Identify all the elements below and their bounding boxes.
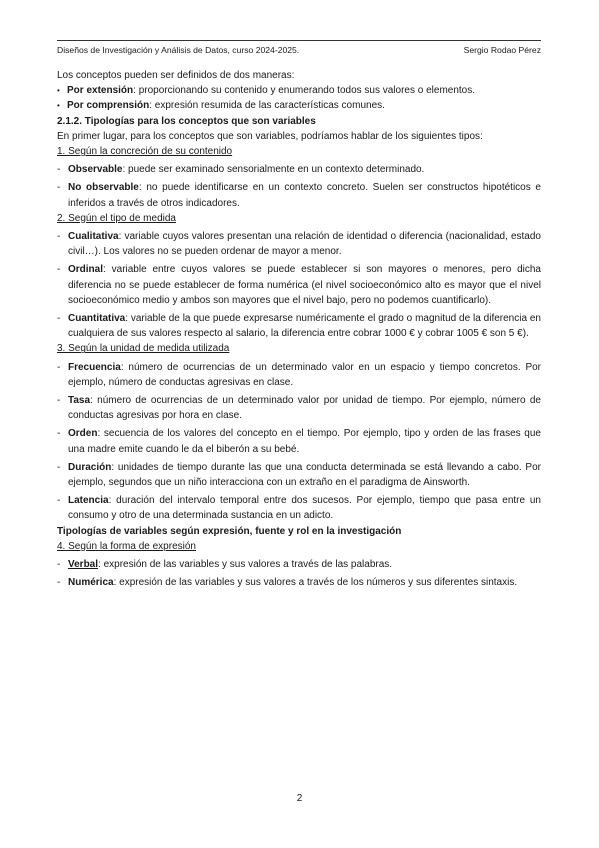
list-item	[57, 493, 541, 523]
list-item	[57, 162, 541, 177]
list-term: Ordinal	[68, 264, 104, 276]
subsection-heading: 1. Según la concreción de su contenido	[57, 146, 233, 158]
definition-text: : expresión resumida de las características comunes.	[149, 100, 385, 112]
list-term: Latencia	[68, 495, 109, 507]
list-text: : número de ocurrencias de un determinado valor en un espacio y tiempo concretos. Por ejemplo, número de conductas agresivas en clase.	[68, 361, 541, 388]
list-term: Observable	[68, 164, 123, 176]
list-text: : no puede identificarse en un contexto concreto. Suelen ser constructos hipotéticos e inferidos a través de otros indicadores.	[68, 182, 541, 209]
header-rule	[57, 40, 541, 41]
list-item	[57, 426, 541, 456]
subsection-heading: 4. Según la forma de expresión	[57, 540, 196, 552]
list-dash: -	[57, 559, 61, 571]
list-dash: -	[57, 264, 61, 276]
list-term: Cuantitativa	[68, 313, 126, 325]
list-text: : expresión de las variables y sus valores a través de los números y sus diferentes sintaxis.	[113, 577, 518, 589]
intro-paragraph: Los conceptos pueden ser definidos de dos maneras:	[57, 70, 295, 81]
list-dash: -	[57, 495, 61, 507]
list-text: : puede ser examinado sensorialmente en un contexto determinado.	[122, 164, 425, 176]
list-item	[57, 575, 541, 590]
list-dash: -	[57, 313, 61, 325]
bullet-dot: •	[57, 86, 60, 96]
list-term: Verbal	[68, 559, 99, 571]
header-author: Sergio Rodao Pérez	[463, 45, 541, 55]
definition-item	[57, 98, 541, 113]
list-term: Orden	[68, 428, 98, 440]
list-text: : expresión de las variables y sus valores a través de las palabras.	[98, 559, 393, 571]
list-item	[57, 262, 541, 308]
definition-term: Por comprensión	[67, 100, 150, 112]
list-item	[57, 393, 541, 423]
list-text: : número de ocurrencias de un determinado valor por unidad de tiempo. Por ejemplo, número de conductas agresivas por hora en clase.	[68, 395, 541, 422]
list-text: : unidades de tiempo durante las que una conducta determinada se está llevando a cabo. Por ejemplo, segundos que un niño interacciona con un extraño en el paradigma de Ainsworth.	[68, 461, 541, 489]
list-item	[57, 229, 541, 259]
list-text: : variable entre cuyos valores se puede establecer si son mayores o menores, pero dicha diferencia no se puede establecer de forma numérica (el nivel socioeconómico alto es mayor que el nivel socioeconómico medio y ambos son mayores que el nivel bajo, pero no podemos cuantificarlo).	[68, 264, 541, 306]
list-term: Numérica	[68, 577, 114, 589]
list-dash: -	[57, 182, 61, 194]
list-term: No observable	[68, 182, 139, 194]
list-item	[57, 360, 541, 390]
section-intro: En primer lugar, para los conceptos que son variables, podríamos hablar de los siguientes tipos:	[57, 130, 483, 142]
page-number: 2	[296, 793, 303, 804]
list-term: Tasa	[68, 395, 91, 407]
list-term: Cualitativa	[68, 231, 119, 243]
list-dash: -	[57, 577, 61, 589]
list-item	[57, 311, 541, 341]
section-heading: Tipologías de variables según expresión, fuente y rol en la investigación	[57, 525, 402, 537]
list-item	[57, 460, 541, 490]
definition-text: : proporcionando su contenido y enumerando todos sus valores o elementos.	[133, 85, 476, 97]
list-dash: -	[57, 164, 61, 176]
list-term: Frecuencia	[68, 361, 121, 373]
list-dash: -	[57, 428, 61, 440]
list-dash: -	[57, 461, 61, 473]
subsection-heading: 2. Según el tipo de medida	[57, 212, 176, 224]
list-dash: -	[57, 395, 61, 407]
bullet-dot: •	[57, 101, 60, 111]
section-heading: 2.1.2. Tipologías para los conceptos que son variables	[57, 115, 316, 127]
list-text: : variable de la que puede expresarse numéricamente el grado o magnitud de la diferencia en cualquiera de sus valores respecto al salario, la diferencia entre cobrar 1000 € y cobrar 1005 € son 5 €).	[68, 313, 541, 340]
subsection-heading: 3. Según la unidad de medida utilizada	[57, 343, 230, 355]
list-term: Duración	[68, 461, 112, 473]
body-content	[57, 68, 541, 591]
list-dash: -	[57, 361, 61, 373]
list-item	[57, 180, 541, 210]
list-text: : secuencia de los valores del concepto en el tiempo. Por ejemplo, tipo y orden de las frases que una madre emite cuando le da el biberón a su bebé.	[68, 428, 541, 455]
list-text: : variable cuyos valores presentan una relación de identidad o diferencia (nacionalidad, estado civil…). Los valores no se pueden ordenar de mayor a menor.	[68, 231, 541, 258]
definition-term: Por extensión	[67, 85, 134, 97]
list-dash: -	[57, 231, 61, 243]
definition-item	[57, 83, 541, 98]
header-course: Diseños de Investigación y Análisis de Datos, curso 2024-2025.	[57, 45, 300, 55]
list-text: : duración del intervalo temporal entre dos sucesos. Por ejemplo, tiempo que pasa entre un consumo y otro de una determinada sustancia en un adicto.	[68, 495, 541, 522]
list-item	[57, 557, 541, 572]
